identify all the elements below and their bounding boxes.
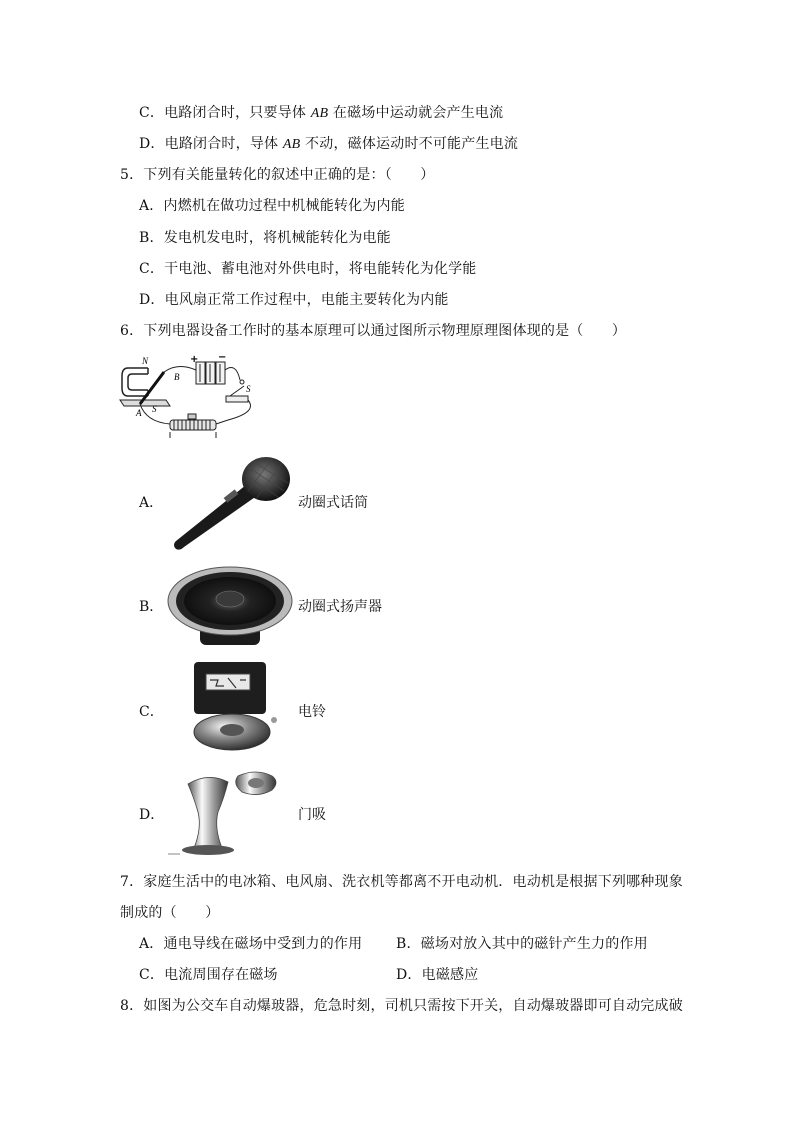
q5-option-a: A．内燃机在做功过程中机械能转化为内能 — [139, 198, 405, 214]
q4-option-d-text: D．电路闭合时，导体 — [139, 136, 283, 152]
q7-option-c: C．电流周围存在磁场 — [139, 967, 278, 983]
q6-option-b-letter: B． — [139, 599, 164, 615]
q4-option-c-ab: AB — [310, 106, 329, 121]
battery-icon — [196, 362, 225, 384]
horseshoe-magnet — [122, 368, 148, 396]
q5-stem: 5．下列有关能量转化的叙述中正确的是：（ ） — [120, 167, 435, 183]
q6-circuit-diagram — [118, 350, 278, 440]
q6-option-c-name: 电铃 — [298, 704, 326, 720]
q7-option-b: B．磁场对放入其中的磁针产生力的作用 — [396, 936, 648, 952]
label-n: N — [142, 356, 149, 366]
magnet-base — [120, 400, 170, 406]
label-s2: S — [246, 384, 251, 394]
door-stopper-image — [168, 768, 286, 858]
switch-icon — [226, 380, 248, 402]
label-minus: − — [218, 352, 227, 363]
q6-option-a-letter: A． — [139, 495, 164, 511]
q5-option-c: C．干电池、蓄电池对外供电时，将电能转化为化学能 — [139, 261, 477, 277]
q6-option-b-name: 动圈式扬声器 — [298, 599, 382, 615]
q4-option-c-text-post: 在磁场中运动就会产生电流 — [328, 105, 504, 121]
q8-stem-line1: 8．如图为公交车自动爆玻器，危急时刻，司机只需按下开关，自动爆玻器即可自动完成破 — [120, 998, 683, 1014]
q5-option-b: B．发电机发电时，将机械能转化为电能 — [139, 230, 391, 246]
q6-option-a-name: 动圈式话筒 — [298, 495, 368, 511]
electric-bell-image — [188, 660, 282, 756]
q7-option-a: A．通电导线在磁场中受到力的作用 — [139, 936, 363, 952]
q4-option-c-text: C．电路闭合时，只要导体 — [139, 105, 311, 121]
q4-option-d-text-post: 不动，磁体运动时不可能产生电流 — [300, 136, 519, 152]
label-plus: + — [190, 354, 199, 365]
label-b: B — [174, 372, 180, 382]
q6-stem: 6．下列电器设备工作时的基本原理可以通过图所示物理原理图体现的是（ ） — [120, 323, 627, 339]
conductor-ab — [140, 372, 164, 404]
q7-stem-line1: 7．家庭生活中的电冰箱、电风扇、洗衣机等都离不开电动机．电动机是根据下列哪种现象 — [120, 874, 683, 890]
q6-option-c-letter: C． — [139, 704, 164, 720]
q7-option-d: D．电磁感应 — [396, 967, 479, 983]
q6-option-d-letter: D． — [139, 807, 165, 823]
label-s1: S — [152, 404, 157, 414]
rheostat-icon — [170, 414, 216, 438]
q4-option-d — [139, 135, 518, 154]
q4-option-d-ab: AB — [282, 137, 301, 152]
q5-option-d: D．电风扇正常工作过程中，电能主要转化为内能 — [139, 292, 449, 308]
microphone-image — [166, 455, 294, 553]
speaker-image — [166, 565, 294, 649]
q6-option-d-name: 门吸 — [298, 807, 326, 823]
q4-option-c — [139, 104, 503, 123]
q7-stem-line2: 制成的（ ） — [120, 905, 220, 921]
label-a: A — [136, 408, 142, 418]
